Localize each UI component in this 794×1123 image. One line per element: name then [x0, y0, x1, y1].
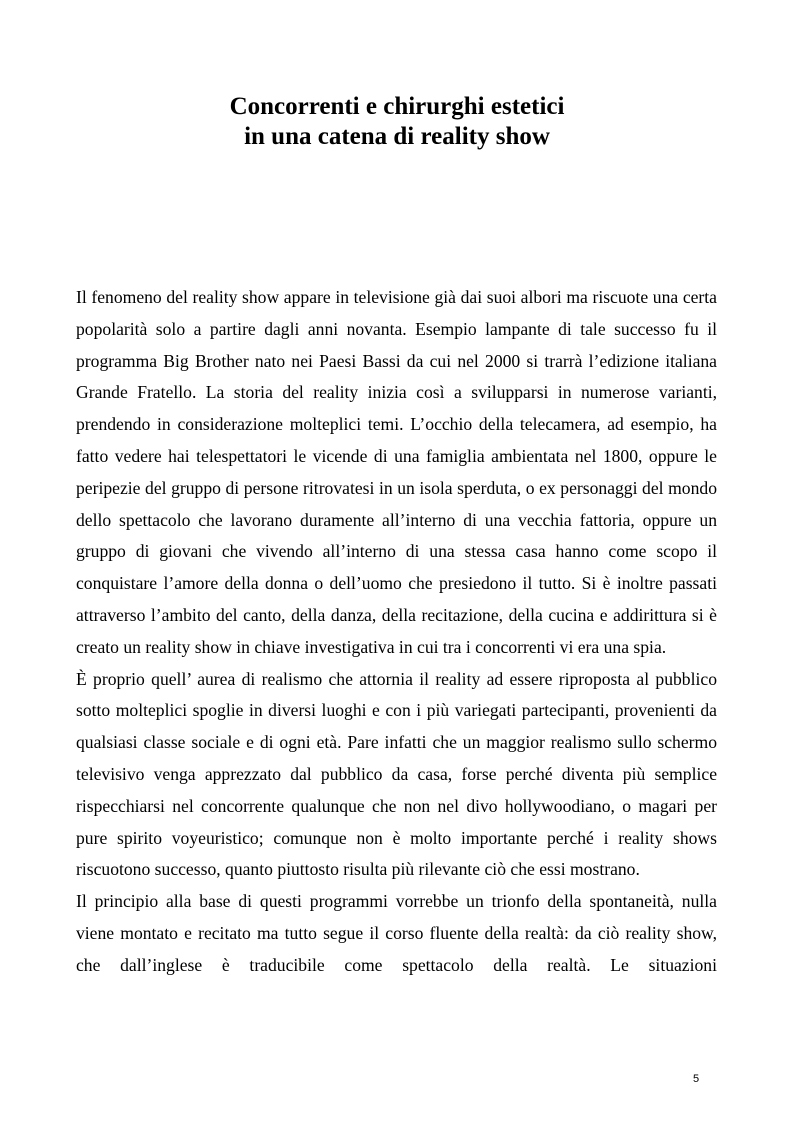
title-line-1: Concorrenti e chirurghi estetici — [229, 93, 565, 120]
page-number: 5 — [692, 1073, 700, 1085]
page-title — [0, 92, 794, 152]
title-line-2: in una catena di reality show — [244, 123, 550, 150]
paragraph-3: Il principio alla base di questi programmi vorrebbe un trionfo della spontaneità, nulla viene montato e recitato ma tutto segue il corso fluente della realtà: da ciò reality show, che dall’inglese è traducibile come spettacolo della realtà. Le situazioni — [76, 891, 717, 975]
body-text — [76, 282, 717, 982]
paragraph-1: Il fenomeno del reality show appare in televisione già dai suoi albori ma riscuote una certa popolarità solo a partire dagli anni novanta. Esempio lampante di tale successo fu il programma Big Brother nato nei Paesi Bassi da cui nel 2000 si trarrà l’edizione italiana Grande Fratello. La storia del reality inizia così a svilupparsi in numerose varianti, prendendo in considerazione molteplici temi. L’occhio della telecamera, ad esempio, ha fatto vedere hai telespettatori le vicende di una famiglia ambientata nel 1800, oppure le peripezie del gruppo di persone ritrovatesi in un isola sperduta, o ex personaggi del mondo dello spettacolo che lavorano duramente all’interno di una vecchia fattoria, oppure un gruppo di giovani che vivendo all’interno di una stessa casa hanno come scopo il conquistare l’amore della donna o dell’uomo che presiedono il tutto. Si è inoltre passati attraverso l’ambito del canto, della danza, della recitazione, della cucina e addirittura si è creato un reality show in chiave investigativa in cui tra i concorrenti vi era una spia. — [76, 287, 717, 657]
paragraph-2: È proprio quell’ aurea di realismo che attornia il reality ad essere riproposta al pubblico sotto molteplici spoglie in diversi luoghi e con i più variegati partecipanti, provenienti da qualsiasi classe sociale e di ogni età. Pare infatti che un maggior realismo sullo schermo televisivo venga apprezzato dal pubblico da casa, forse perché diventa più semplice rispecchiarsi nel concorrente qualunque che non nel divo hollywoodiano, o magari per pure spirito voyeuristico; comunque non è molto importante perché i reality shows riscuotono successo, quanto piuttosto risulta più rilevante ciò che essi mostrano. — [76, 668, 717, 880]
